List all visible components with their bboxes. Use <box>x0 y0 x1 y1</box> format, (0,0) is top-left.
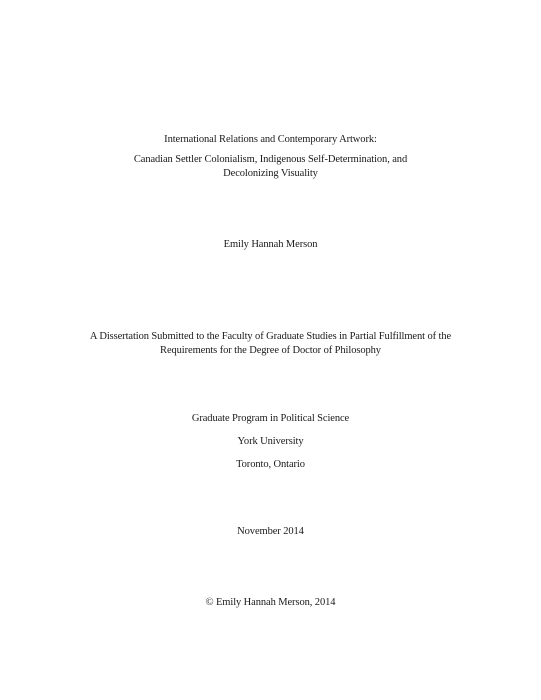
author-name: Emily Hannah Merson <box>223 239 318 250</box>
title-line-1: International Relations and Contemporary Artwork: <box>164 134 377 145</box>
submission-line-1: A Dissertation Submitted to the Faculty of Graduate Studies in Partial Fulfillment of the <box>89 331 452 342</box>
submission-date: November 2014 <box>237 526 304 537</box>
university-location: Toronto, Ontario <box>236 459 305 470</box>
submission-line-2: Requirements for the Degree of Doctor of Philosophy <box>160 345 381 356</box>
copyright-notice: © Emily Hannah Merson, 2014 <box>205 597 336 608</box>
university-name: York University <box>237 436 304 447</box>
program-name: Graduate Program in Political Science <box>191 413 350 424</box>
title-line-2: Canadian Settler Colonialism, Indigenous Self-Determination, and <box>133 154 408 165</box>
title-line-3: Decolonizing Visuality <box>223 168 318 179</box>
